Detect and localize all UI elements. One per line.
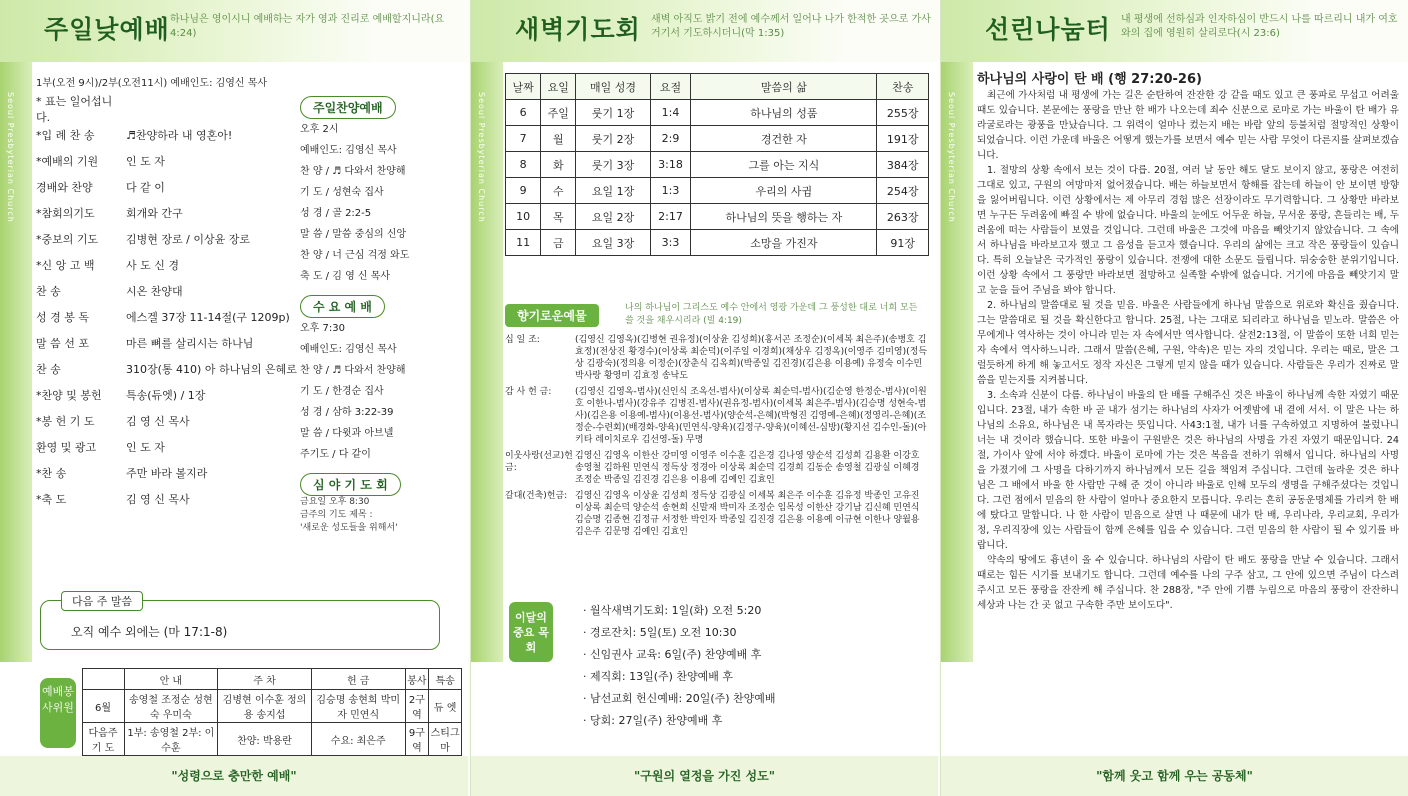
schedule-cell: 2:9 <box>650 126 691 152</box>
offering-row <box>505 334 929 382</box>
schedule-cell: 10 <box>506 204 541 230</box>
schedule-cell: 9 <box>506 178 541 204</box>
schedule-cell: 화 <box>541 152 576 178</box>
order-row <box>36 148 298 174</box>
news-tag: 이달의 중요 목회 <box>509 602 553 662</box>
sidebar-strip <box>471 62 503 662</box>
news-item: · 신임권사 교육: 6일(주) 찬양예배 후 <box>583 648 762 661</box>
order-item-value: 김 영 신 목사 <box>126 493 190 506</box>
order-item-value: 김병현 장로 / 이상윤 장로 <box>126 233 250 246</box>
schedule-cell: 191장 <box>877 126 929 152</box>
schedule-cell: 목 <box>541 204 576 230</box>
sidebar-text: Seoul Presbyterian Church <box>477 92 486 223</box>
panel-header <box>0 0 468 62</box>
service-cell: 다음주 기 도 <box>82 723 124 756</box>
schedule-cell: 8 <box>506 152 541 178</box>
service-col-header: 주 차 <box>218 669 312 690</box>
header-verse: 내 평생에 선하심과 인자하심이 반드시 나를 따르리니 내가 여호와의 집에 영원히 살리로다(시 23:6) <box>1121 14 1398 39</box>
order-item-label: *축 도 <box>36 493 67 506</box>
schedule-cell: 하나님의 성품 <box>691 100 877 126</box>
order-row <box>36 278 298 304</box>
article-paragraph: 3. 소속과 신분이 다름. 하나님이 바울의 탄 배를 구해주신 것은 바울이 하나님께 속한 자였기 때문입니다. 23절, 내가 속한 바 곧 내가 섬기는 하나님의 사자가 어젯밤에 내 곁에 서서. 이 말은 나는 하나님의 소유요, 하나님은 내 목자라는 뜻입니다. 사43:1절, 내가 너를 구속하였고 지명하여 불렀나니 너는 내 것이라 했습니다. 또한 바울이 구원받은 것은 하나님의 사명을 가진 자였기 때문입니다. 24절, 가이사 앞에 서야 하겠다. 바울이 로마에 가는 것은 복음을 전하기 위해서 입니다. 하나님의 사명을 가졌기에 그 사명을 다하기까지 하나님께서 모든 길을 책임져 주십니다. 그런데 놀라운 것은 하나님은 그 배에서 바울 한 사람만 구해 준 것이 아니라 바울로 인해 모두의 생명을 구해주셨다는 것입니다. 그런 점에서 믿음의 한 사람이 얼마나 중요한지 모릅니다. 우리는 흔히 공동운명체를 가리켜 한 배에 탔다고 말합니다. 나 한 사람이 믿음으로 살면 나 때문에 내가 탄 배, 우리나라, 우리교회, 우리가정, 우리직장에 있는 사람들이 함께 은혜를 입을 수 있습니다. 그런 믿음의 한 사람이 될 수 있기를 바랍니다. <box>977 390 1399 551</box>
service-cell: 송영철 조정순 성현숙 우미숙 <box>124 690 218 723</box>
afternoon-line: 축 도 / 김 영 신 목사 <box>300 271 391 282</box>
panel-title: 선린나눔터 <box>985 15 1111 44</box>
schedule-row <box>506 100 929 126</box>
order-row <box>36 96 298 122</box>
panel-footer: "구원의 열정을 가진 성도" <box>471 756 938 796</box>
sidebar-text: Seoul Presbyterian Church <box>947 92 956 223</box>
order-item-label: 찬 송 <box>36 285 61 298</box>
service-col-header: 봉사 <box>405 669 429 690</box>
order-item-value: 사 도 신 경 <box>126 259 179 272</box>
news-item: · 당회: 27일(주) 찬양예배 후 <box>583 714 723 727</box>
sidebar-strip <box>941 62 973 662</box>
afternoon-line: 찬 양 / 너 근심 걱정 와도 <box>300 250 410 261</box>
order-row <box>36 252 298 278</box>
order-row <box>36 486 298 512</box>
afternoon-line: 성 경 / 골 2:2-5 <box>300 208 372 219</box>
schedule-header: 매일 성경 <box>576 74 650 100</box>
schedule-cell: 요일 2장 <box>576 204 650 230</box>
order-item-value: 에스겔 37장 11-14절(구 1209p) <box>126 311 290 324</box>
order-row <box>36 434 298 460</box>
afternoon-line: 예배인도: 김영신 목사 <box>300 145 397 156</box>
service-meta: 1부(오전 9시)/2부(오전11시) 예배인도: 김영신 목사 <box>36 78 268 89</box>
afternoon-line: 찬 양 / ♬ 다와서 찬양해 <box>300 166 406 177</box>
schedule-cell: 그를 아는 지식 <box>691 152 877 178</box>
offering-names: (김영신 김영옥)(김병현 권유정)(이상윤 김성희)(홍서곤 조정순)(이세복 최은주)(송병호 김효정)(전상진 황경수)(이상록 최순덕)(이주일 이경희)(채상우 김정옥)(이영주 김미영)(정득상 김광숙)(정의용 이정순)(장춘식 김옥희)(박종일 김진경)(김은용 이용예) 유정숙 이수민 박사랑 황영미 김효정 송낙도 <box>575 335 928 381</box>
news-item: · 남선교회 헌신예배: 20일(주) 찬양예배 <box>583 692 776 705</box>
order-item-value: 인 도 자 <box>126 441 165 454</box>
schedule-cell: 91장 <box>877 230 929 256</box>
order-row <box>36 174 298 200</box>
service-col-header: 헌 금 <box>311 669 405 690</box>
schedule-cell: 2:17 <box>650 204 691 230</box>
order-item-value: 회개와 간구 <box>126 207 183 220</box>
schedule-cell: 룻기 3장 <box>576 152 650 178</box>
panel-title: 새벽기도회 <box>515 15 641 44</box>
order-item-label: 찬 송 <box>36 363 61 376</box>
offering-names: 김영신 김영옥 이상윤 김성희 정득상 김광실 이세복 최은주 이수훈 김유정 박종인 고유진 이상록 최순덕 양순석 송현희 신말재 박미자 조정순 임목성 이한산 강기남 김신혜 민연식 김승명 김종현 김정규 서정한 박인자 박종일 김진경 김은용 이용예 이규현 이한나 양월용 김은주 김문명 김예인 김효인 <box>575 491 920 537</box>
other-services <box>300 96 460 543</box>
order-item-value: 인 도 자 <box>126 155 165 168</box>
schedule-row <box>506 230 929 256</box>
service-table <box>38 668 462 756</box>
schedule-row <box>506 152 929 178</box>
next-sermon-tag: 다음 주 말씀 <box>61 591 143 611</box>
offering-verse: 나의 하나님이 그리스도 예수 안에서 영광 가운데 그 풍성한 대로 너희 모든 쓸 것을 채우시리라 (빌 4:19) <box>625 303 918 326</box>
order-item-label: *신 앙 고 백 <box>36 259 95 272</box>
wednesday-line: 성 경 / 삼하 3:22-39 <box>300 407 394 418</box>
order-item-value: 김 영 신 목사 <box>126 415 190 428</box>
order-row <box>36 226 298 252</box>
wednesday-line: 예배인도: 김영신 목사 <box>300 344 397 355</box>
worship-panel <box>0 0 468 796</box>
header-verse: 하나님은 영이시니 예배하는 자가 영과 진리로 예배할지니라(요 4:24) <box>170 14 445 39</box>
service-label: 예배봉사위원 <box>40 678 76 748</box>
service-cell: 스티그마 <box>429 723 462 756</box>
header-verse: 새벽 아직도 밝기 전에 예수께서 일어나 나가 한적한 곳으로 가사 거기서 기도하시더니(막 1:35) <box>651 14 931 39</box>
order-item-label: * 표는 일어섭니다. <box>36 95 113 124</box>
order-item-value: 310장(통 410) 아 하나님의 은혜로 <box>126 363 297 376</box>
schedule-cell: 6 <box>506 100 541 126</box>
schedule-cell: 3:18 <box>650 152 691 178</box>
schedule-cell: 263장 <box>877 204 929 230</box>
wednesday-line: 말 씀 / 다윗과 아브넬 <box>300 428 394 439</box>
schedule-cell: 11 <box>506 230 541 256</box>
panel-title: 주일낮예배 <box>44 15 170 44</box>
schedule-header: 요절 <box>650 74 691 100</box>
news-item: · 월삭새벽기도회: 1일(화) 오전 5:20 <box>583 604 762 617</box>
service-cell: 수요: 최은주 <box>311 723 405 756</box>
service-cell: 김승명 송현희 박미자 민연식 <box>311 690 405 723</box>
schedule-cell: 384장 <box>877 152 929 178</box>
afternoon-line: 말 씀 / 말씀 중심의 신앙 <box>300 229 407 240</box>
wednesday-line: 오후 7:30 <box>300 323 345 334</box>
schedule-header: 말씀의 삶 <box>691 74 877 100</box>
offering-names: 김영신 김영옥 이한산 강미영 이영주 이수훈 김은경 김나영 양순석 김성희 김용환 이강호 송영철 김하원 민연식 정득상 정경아 이상록 최순덕 김경희 김동순 송영철 김광실 이혜경 조정순 박종일 김진경 김은용 이용예 김예인 김효인 <box>575 451 920 485</box>
order-item-label: 환영 및 광고 <box>36 441 97 454</box>
schedule-cell: 우리의 사귐 <box>691 178 877 204</box>
night-prayer-badge: 심 야 기 도 회 <box>300 473 401 496</box>
order-item-label: 경배와 찬양 <box>36 181 93 194</box>
offering-row <box>505 450 929 486</box>
order-row <box>36 356 298 382</box>
schedule-cell: 1:3 <box>650 178 691 204</box>
article-paragraph: 약속의 땅에도 흉년이 올 수 있습니다. 하나님의 사람이 탄 배도 풍랑을 만날 수 있습니다. 그래서 때로는 힘든 시기를 보내기도 합니다. 그런데 예수를 나의 구주 삼고, 그 안에 있으면 주님이 다스려 주시고 모든 풍랑을 잔잔케 해 주십니다. 찬 288장, "주 안에 기쁨 누림으로 마음의 풍랑이 잔잔하니 세상과 나는 간 곳 없고 구속한 주만 보이도다". <box>977 555 1399 611</box>
night-line: 금주의 기도 제목 : <box>300 510 373 520</box>
schedule-cell: 경건한 자 <box>691 126 877 152</box>
panel-header <box>471 0 938 62</box>
night-line: '새로운 성도들을 위해서' <box>300 523 398 533</box>
order-item-value: 시온 찬양대 <box>126 285 183 298</box>
sharing-panel <box>940 0 1408 796</box>
article-body <box>977 88 1399 613</box>
schedule-cell: 하나님의 뜻을 행하는 자 <box>691 204 877 230</box>
service-col-header: 안 내 <box>124 669 218 690</box>
order-item-label: *봉 헌 기 도 <box>36 415 95 428</box>
service-col-header: 특송 <box>429 669 462 690</box>
afternoon-line: 기 도 / 성현숙 집사 <box>300 187 384 198</box>
news-item: · 제직회: 13일(주) 찬양예배 후 <box>583 670 734 683</box>
order-item-label: *찬양 및 봉헌 <box>36 389 102 402</box>
afternoon-line: 오후 2시 <box>300 124 339 135</box>
order-item-value: ♬찬양하라 내 영혼아! <box>126 129 233 142</box>
order-item-label: 말 씀 선 포 <box>36 337 89 350</box>
offering-row <box>505 386 929 446</box>
schedule-cell: 주일 <box>541 100 576 126</box>
service-cell: 김병현 이수훈 정의용 송지섭 <box>218 690 312 723</box>
schedule-cell: 월 <box>541 126 576 152</box>
offering-label: 갈대(건축)헌금: <box>505 491 568 501</box>
next-sermon-text: 오직 예수 외에는 (마 17:1-8) <box>71 625 228 639</box>
panel-footer: "성령으로 충만한 예배" <box>0 756 468 796</box>
offering-names: (김영신 김영옥-범사)(신인식 조옥선-범사)(이상록 최순덕-범사)(김순영 한정순-범사)(이원호 이한나-범사)(강유주 김병진-범사)(권유정-범사)(이세복 최은주-범사)(김승명 성현숙-범사)(김은용 이용예-범사)(이용선-범사)(양순석-은혜)(박형진 김영예-은혜)(정영리-은혜)(조정순-수련회)(배경화-양육)(민연식-양육)(김정구-양육)(이혜선-심방)(황지선 김수인-돌)(아키타 레이치로우 김선영-돌) 무명 <box>575 387 927 445</box>
order-row <box>36 408 298 434</box>
service-cell: 찬양: 박용란 <box>218 723 312 756</box>
order-row <box>36 304 298 330</box>
night-line: 금요일 오후 8:30 <box>300 497 370 507</box>
order-item-value: 다 같 이 <box>126 181 165 194</box>
order-item-label: 성 경 봉 독 <box>36 311 89 324</box>
service-row <box>38 723 462 756</box>
order-row <box>36 382 298 408</box>
order-row <box>36 460 298 486</box>
dawn-prayer-panel <box>470 0 938 796</box>
wednesday-line: 기 도 / 한경순 집사 <box>300 386 384 397</box>
order-row <box>36 122 298 148</box>
wednesday-line: 주기도 / 다 같이 <box>300 449 371 460</box>
schedule-cell: 룻기 1장 <box>576 100 650 126</box>
order-item-label: *입 례 찬 송 <box>36 129 95 142</box>
service-cell: 9구역 <box>405 723 429 756</box>
order-item-label: *예배의 기원 <box>36 155 99 168</box>
schedule-cell: 7 <box>506 126 541 152</box>
schedule-cell: 254장 <box>877 178 929 204</box>
article-paragraph: 2. 하나님의 말씀대로 될 것을 믿음. 바울은 사람들에게 하나님 말씀으로 위로와 확신을 줬습니다. 그는 말씀대로 될 것을 확신한다고 합니다. 25절, 나는 그대로 되리라고 하나님을 믿노라. 말씀은 아무에게나 역사하는 것이 아니라 믿는 자 속에서만 역사합니다. 살전2:13절, 이 말씀이 또한 너희 믿는 자 속에서 역사하느니라. 그래서 말씀(은혜, 구원, 약속)은 믿는 자의 것입니다. 우리는 때로, 말은 그럴듯하게 하게 해 놓고서도 정작 자신은 그렇게 믿지 않을 때가 있습니다. 사람들은 우리가 진짜로 말씀을 믿는지를 지켜봅니다. <box>977 300 1399 386</box>
schedule-cell: 금 <box>541 230 576 256</box>
panel-header <box>941 0 1408 62</box>
service-row <box>38 690 462 723</box>
order-item-value: 특송(듀엣) / 1장 <box>126 389 206 402</box>
panel-footer: "함께 웃고 함께 우는 공동체" <box>941 756 1408 796</box>
offering-row <box>505 490 929 538</box>
next-sermon-box <box>40 595 440 650</box>
sidebar-text: Seoul Presbyterian Church <box>6 92 15 223</box>
order-item-label: *참회의기도 <box>36 207 95 220</box>
service-cell: 6월 <box>82 690 124 723</box>
order-item-value: 주만 바라 볼지라 <box>126 467 208 480</box>
schedule-cell: 수 <box>541 178 576 204</box>
order-row <box>36 330 298 356</box>
order-item-value: 마른 뼈를 살리시는 하나님 <box>126 337 254 350</box>
schedule-cell: 룻기 2장 <box>576 126 650 152</box>
wednesday-line: 찬 양 / ♬ 다와서 찬양해 <box>300 365 406 376</box>
schedule-cell: 1:4 <box>650 100 691 126</box>
service-cell: 2구역 <box>405 690 429 723</box>
offering-label: 감 사 헌 금: <box>505 387 552 397</box>
afternoon-badge: 주일찬양예배 <box>300 96 396 119</box>
order-row <box>36 200 298 226</box>
order-item-label: *찬 송 <box>36 467 67 480</box>
schedule-header: 요일 <box>541 74 576 100</box>
offering-title: 향기로운예물 <box>505 304 599 327</box>
worship-order <box>36 96 298 512</box>
schedule-cell: 3:3 <box>650 230 691 256</box>
schedule-header: 날짜 <box>506 74 541 100</box>
order-item-label: *중보의 기도 <box>36 233 99 246</box>
schedule-cell: 요일 1장 <box>576 178 650 204</box>
schedule-table <box>505 73 929 256</box>
article-paragraph: 최근에 가사처럼 내 평생에 가는 길은 순탄하여 잔잔한 강 같을 때도 있고 큰 풍파로 무섭고 어려울 때도 있습니다. 본문에는 풍랑을 만난 한 배가 나오는데 죄수 신분으로 로마로 가는 바울이 탄 배가 유라굴로라는 광풍을 만났습니다. 그 위력이 얼마나 컸는지 배는 바람 앞의 등불처럼 절망적인 상황이 되었습니다. 이런 가운데 바울은 어떻게 했는가를 보면서 예수 믿는 사람 무엇이 다른지를 살펴보겠습니다. <box>977 90 1399 161</box>
schedule-row <box>506 204 929 230</box>
service-cell: 듀 엣 <box>429 690 462 723</box>
schedule-cell: 소망을 가진자 <box>691 230 877 256</box>
news-item: · 경로잔치: 5일(토) 오전 10:30 <box>583 626 737 639</box>
wednesday-badge: 수 요 예 배 <box>300 295 385 318</box>
schedule-row <box>506 178 929 204</box>
offering-label: 이웃사랑(선교)헌금: <box>505 451 573 473</box>
schedule-cell: 요일 3장 <box>576 230 650 256</box>
service-cell: 1부: 송영철 2부: 이수훈 <box>124 723 218 756</box>
schedule-cell: 255장 <box>877 100 929 126</box>
schedule-header: 찬송 <box>877 74 929 100</box>
offering-label: 십 일 조: <box>505 335 540 345</box>
schedule-row <box>506 126 929 152</box>
article-title: 하나님의 사랑이 탄 배 (행 27:20-26) <box>977 72 1202 87</box>
article-paragraph: 1. 절망의 상황 속에서 보는 것이 다릅. 20절, 여러 날 동안 해도 달도 보이지 않고, 풍랑은 여전히 그대로 있고, 구원의 여망마저 없어졌습니다. 배는 하늘보면서 항해를 잡는데 하늘이 안 보이면 방향을 잃어버립니다. 이런 상황에서는 제 아무리 경험 많은 선장이라도 무기력합니다. 그 상황만 바라보면 누구든 두려움에 빠질 수 밖에 없습니다. 바울의 눈에도 어두운 하늘, 무서운 풍랑, 흔들리는 배, 두려움에 떠는 사람들이 보였을 것입니다. 그런데 바울은 그것에 마음을 빼앗기지 않았습니다. 그 속에서 하나님을 바라보고자 했고 그 음성을 듣고자 했습니다. 우리의 삶에는 크고 작은 풍랑들이 있습니다. 특히 오늘날은 국가적인 풍랑이 있습니다. 전쟁에 대한 소문도 들립니다. 뒤숭숭한 분위기입니다. 이런 상황 속에서 그 풍랑만 바라보면 절망하고 실족할 수밖에 없습니다. 거기에 마음을 빼앗기지 말고 눈을 들어 주님을 봐야 합니다. <box>977 165 1399 296</box>
sidebar-strip <box>0 62 32 662</box>
